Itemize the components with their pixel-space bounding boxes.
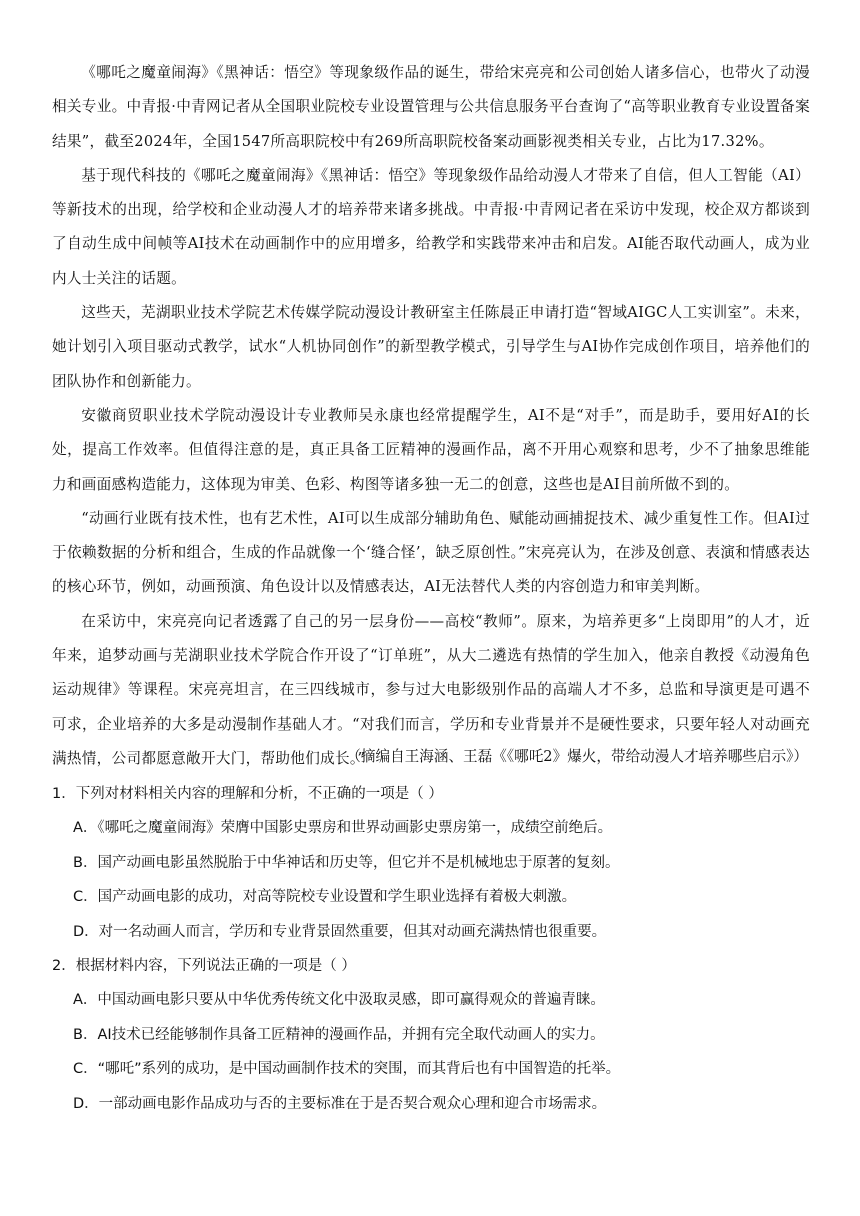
passage-paragraph: 在采访中，宋亮亮向记者透露了自己的另一层身份——高校“教师”。原来，为培养更多“上岗即用”的人才，近年来，追梦动画与芜湖职业技术学院合作开设了“订单班”，从大二遴选有热情的学生加入，他亲自教授《动漫角色运动规律》等课程。宋亮亮坦言，在三四线城市，参与过大电影级别作品的高端人才不多，总监和导演更是可遇不可求，企业培养的大多是动漫制作基础人才。“对我们而言，学历和专业背景并不是硬性要求，只要年轻人对动画充满热情，公司都愿意敞开大门，帮助他们成长。” — [52, 612, 810, 767]
passage-paragraph: “动画行业既有技术性，也有艺术性，AI可以生成部分辅助角色、赋能动画捕捉技术、减少重复性工作。但AI过于依赖数据的分析和组合，生成的作品就像一个‘缝合怪’，缺乏原创性。”宋亮亮认为，在涉及创意、表演和情感表达的核心环节，例如，动画预演、角色设计以及情感表达，AI无法替代人类的内容创造力和审美判断。 — [52, 509, 810, 596]
option-d: D．一部动画电影作品成功与否的主要标准在于是否契合观众心理和迎合市场需求。 — [73, 1095, 607, 1112]
option-c: C．“哪吒”系列的成功，是中国动画制作技术的突围，而其背后也有中国智造的托举。 — [73, 1061, 621, 1077]
passage-paragraph: 安徽商贸职业技术学院动漫设计专业教师吴永康也经常提醒学生，AI不是“对手”，而是助手，要用好AI的长处，提高工作效率。但值得注意的是，真正具备工匠精神的漫画作品，离不开用心观察和思考，少不了抽象思维能力和画面感构造能力，这体现为审美、色彩、构图等诸多独一无二的创意，这些也是AI目前所做不到的。 — [52, 406, 810, 493]
option-b: B．AI技术已经能够制作具备工匠精神的漫画作品，并拥有完全取代动画人的实力。 — [73, 1026, 605, 1043]
option-b: B．国产动画电影虽然脱胎于中华神话和历史等，但它并不是机械地忠于原著的复刻。 — [73, 854, 620, 871]
question-1 — [52, 777, 810, 949]
question-section — [52, 777, 810, 1121]
passage-paragraph: 这些天，芜湖职业技术学院艺术传媒学院动漫设计教研室主任陈晨正申请打造“智域AIGC人工实训室”。未来，她计划引入项目驱动式教学，试水“人机协同创作”的新型教学模式，引导学生与AI协作完成创作项目，培养他们的团队协作和创新能力。 — [52, 304, 810, 390]
option-c: C．国产动画电影的成功，对高等院校专业设置和学生职业选择有着极大刺激。 — [73, 889, 577, 905]
passage-paragraph: 《哪吒之魔童闹海》《黑神话：悟空》等现象级作品的诞生，带给宋亮亮和公司创始人诸多信心，也带火了动漫相关专业。中青报·中青网记者从全国职业院校专业设置管理与公共信息服务平台查询了“高等职业教育专业设置备案结果”，截至2024年，全国1547所高职院校中有269所高职院校备案动画影视类相关专业，占比为17.32%。 — [52, 64, 810, 150]
passage-source-citation: （摘编自王海涵、王磊《《哪吒2》爆火，带给动漫人才培养哪些启示》） — [346, 748, 808, 765]
question-2 — [52, 949, 810, 1121]
passage-paragraph: 基于现代科技的《哪吒之魔童闹海》《黑神话：悟空》等现象级作品给动漫人才带来了自信，但人工智能（AI）等新技术的出现，给学校和企业动漫人才的培养带来诸多挑战。中青报·中青网记者在采访中发现，校企双方都谈到了自动生成中间帧等AI技术在动画制作中的应用增多，给教学和实践带来冲击和启发。AI能否取代动画人，成为业内人士关注的话题。 — [52, 166, 810, 287]
question-stem: 2．根据材料内容，下列说法正确的一项是（ ） — [52, 958, 356, 974]
option-list — [52, 811, 810, 949]
option-a: A．《哪吒之魔童闹海》荣膺中国影史票房和世界动画影史票房第一，成绩空前绝后。 — [73, 820, 613, 836]
question-stem: 1．下列对材料相关内容的理解和分析，不正确的一项是（ ） — [52, 786, 443, 802]
reading-passage — [52, 56, 810, 776]
option-a: A．中国动画电影只要从中华优秀传统文化中汲取灵感，即可赢得观众的普遍青睐。 — [73, 992, 605, 1008]
option-list — [52, 983, 810, 1121]
option-d: D．对一名动画人而言，学历和专业背景固然重要，但其对动画充满热情也很重要。 — [73, 923, 607, 940]
